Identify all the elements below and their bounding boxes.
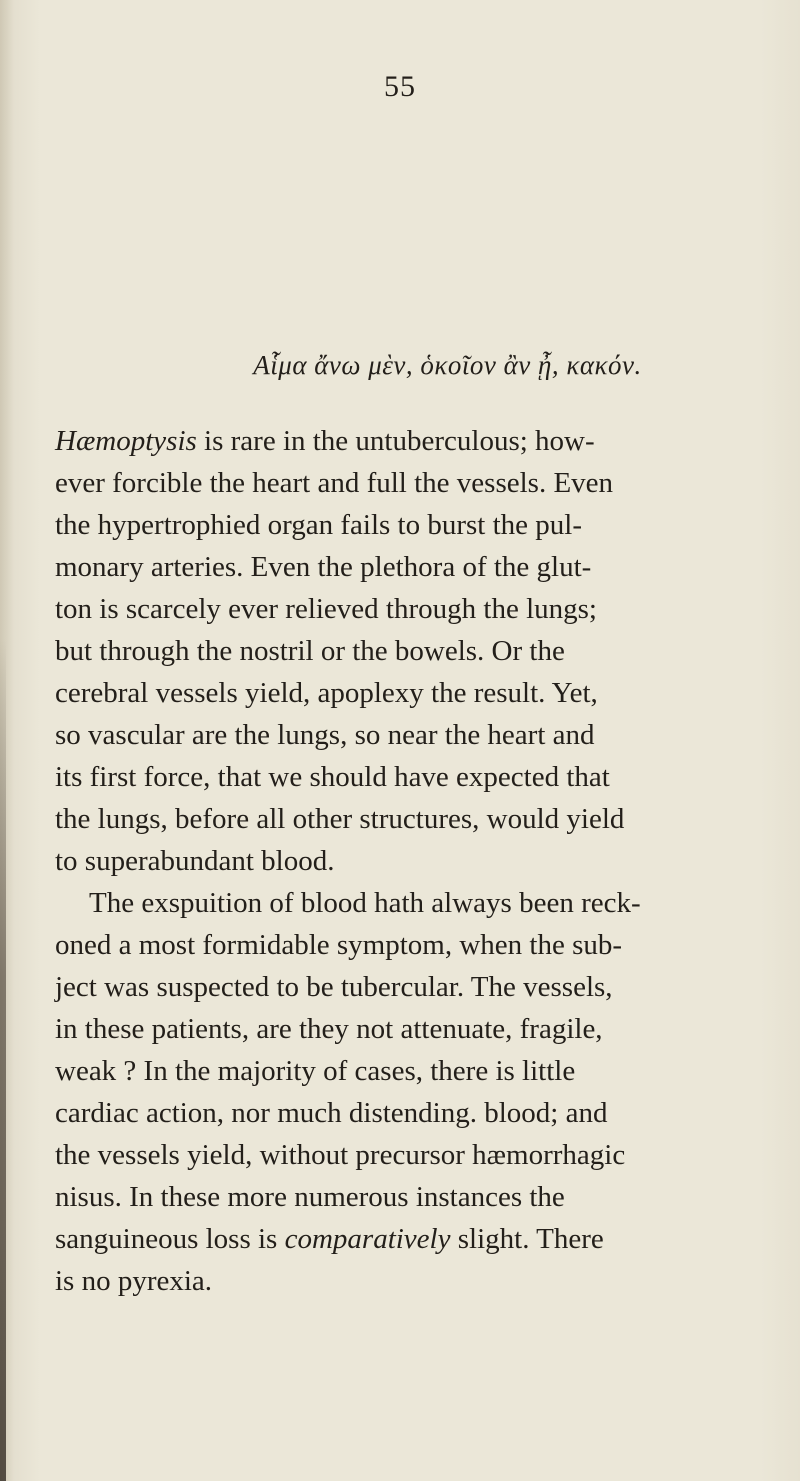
text-line: ject was suspected to be tubercular. The vessels,	[55, 971, 613, 1003]
emphasis-comparatively: comparatively	[284, 1223, 451, 1255]
text-line: monary arteries. Even the plethora of the glut-	[55, 551, 592, 583]
text-line: The exspuition of blood hath always been reck-	[89, 887, 641, 919]
text-line: so vascular are the lungs, so near the heart and	[55, 719, 595, 751]
text-line: sanguineous loss is comparatively slight. There	[55, 1223, 604, 1255]
text-line: ever forcible the heart and full the vessels. Even	[55, 467, 614, 499]
text-line: cardiac action, nor much distending. blood; and	[55, 1097, 608, 1129]
text-line: cerebral vessels yield, apoplexy the result. Yet,	[55, 677, 598, 709]
text-line: the vessels yield, without precursor hæmorrhagic	[55, 1139, 626, 1171]
greek-epigraph: Αἷμα ἄνω μὲν, ὁκοῖον ἂν ᾖ, κακόν.	[253, 350, 642, 380]
text-line: oned a most formidable symptom, when the sub-	[55, 929, 623, 961]
text-line: ton is scarcely ever relieved through the lungs;	[55, 593, 597, 625]
text-line: Hæmoptysis is rare in the untuberculous; how-	[55, 425, 595, 457]
text-line: weak ? In the majority of cases, there is little	[55, 1055, 576, 1087]
text-line: in these patients, are they not attenuate, fragile,	[55, 1013, 603, 1045]
text-line: its first force, that we should have expected that	[55, 761, 610, 793]
term-haemoptysis: Hæmoptysis	[55, 425, 197, 457]
binding-shadow	[0, 640, 6, 1481]
text-line: the lungs, before all other structures, would yield	[55, 803, 625, 835]
body-text	[55, 420, 785, 1302]
page-number: 55	[384, 70, 416, 103]
text-line: to superabundant blood.	[55, 845, 335, 877]
text-line: is no pyrexia.	[55, 1265, 213, 1297]
text-line: nisus. In these more numerous instances the	[55, 1181, 565, 1213]
text-line: the hypertrophied organ fails to burst the pul-	[55, 509, 582, 541]
text-line: but through the nostril or the bowels. Or the	[55, 635, 565, 667]
